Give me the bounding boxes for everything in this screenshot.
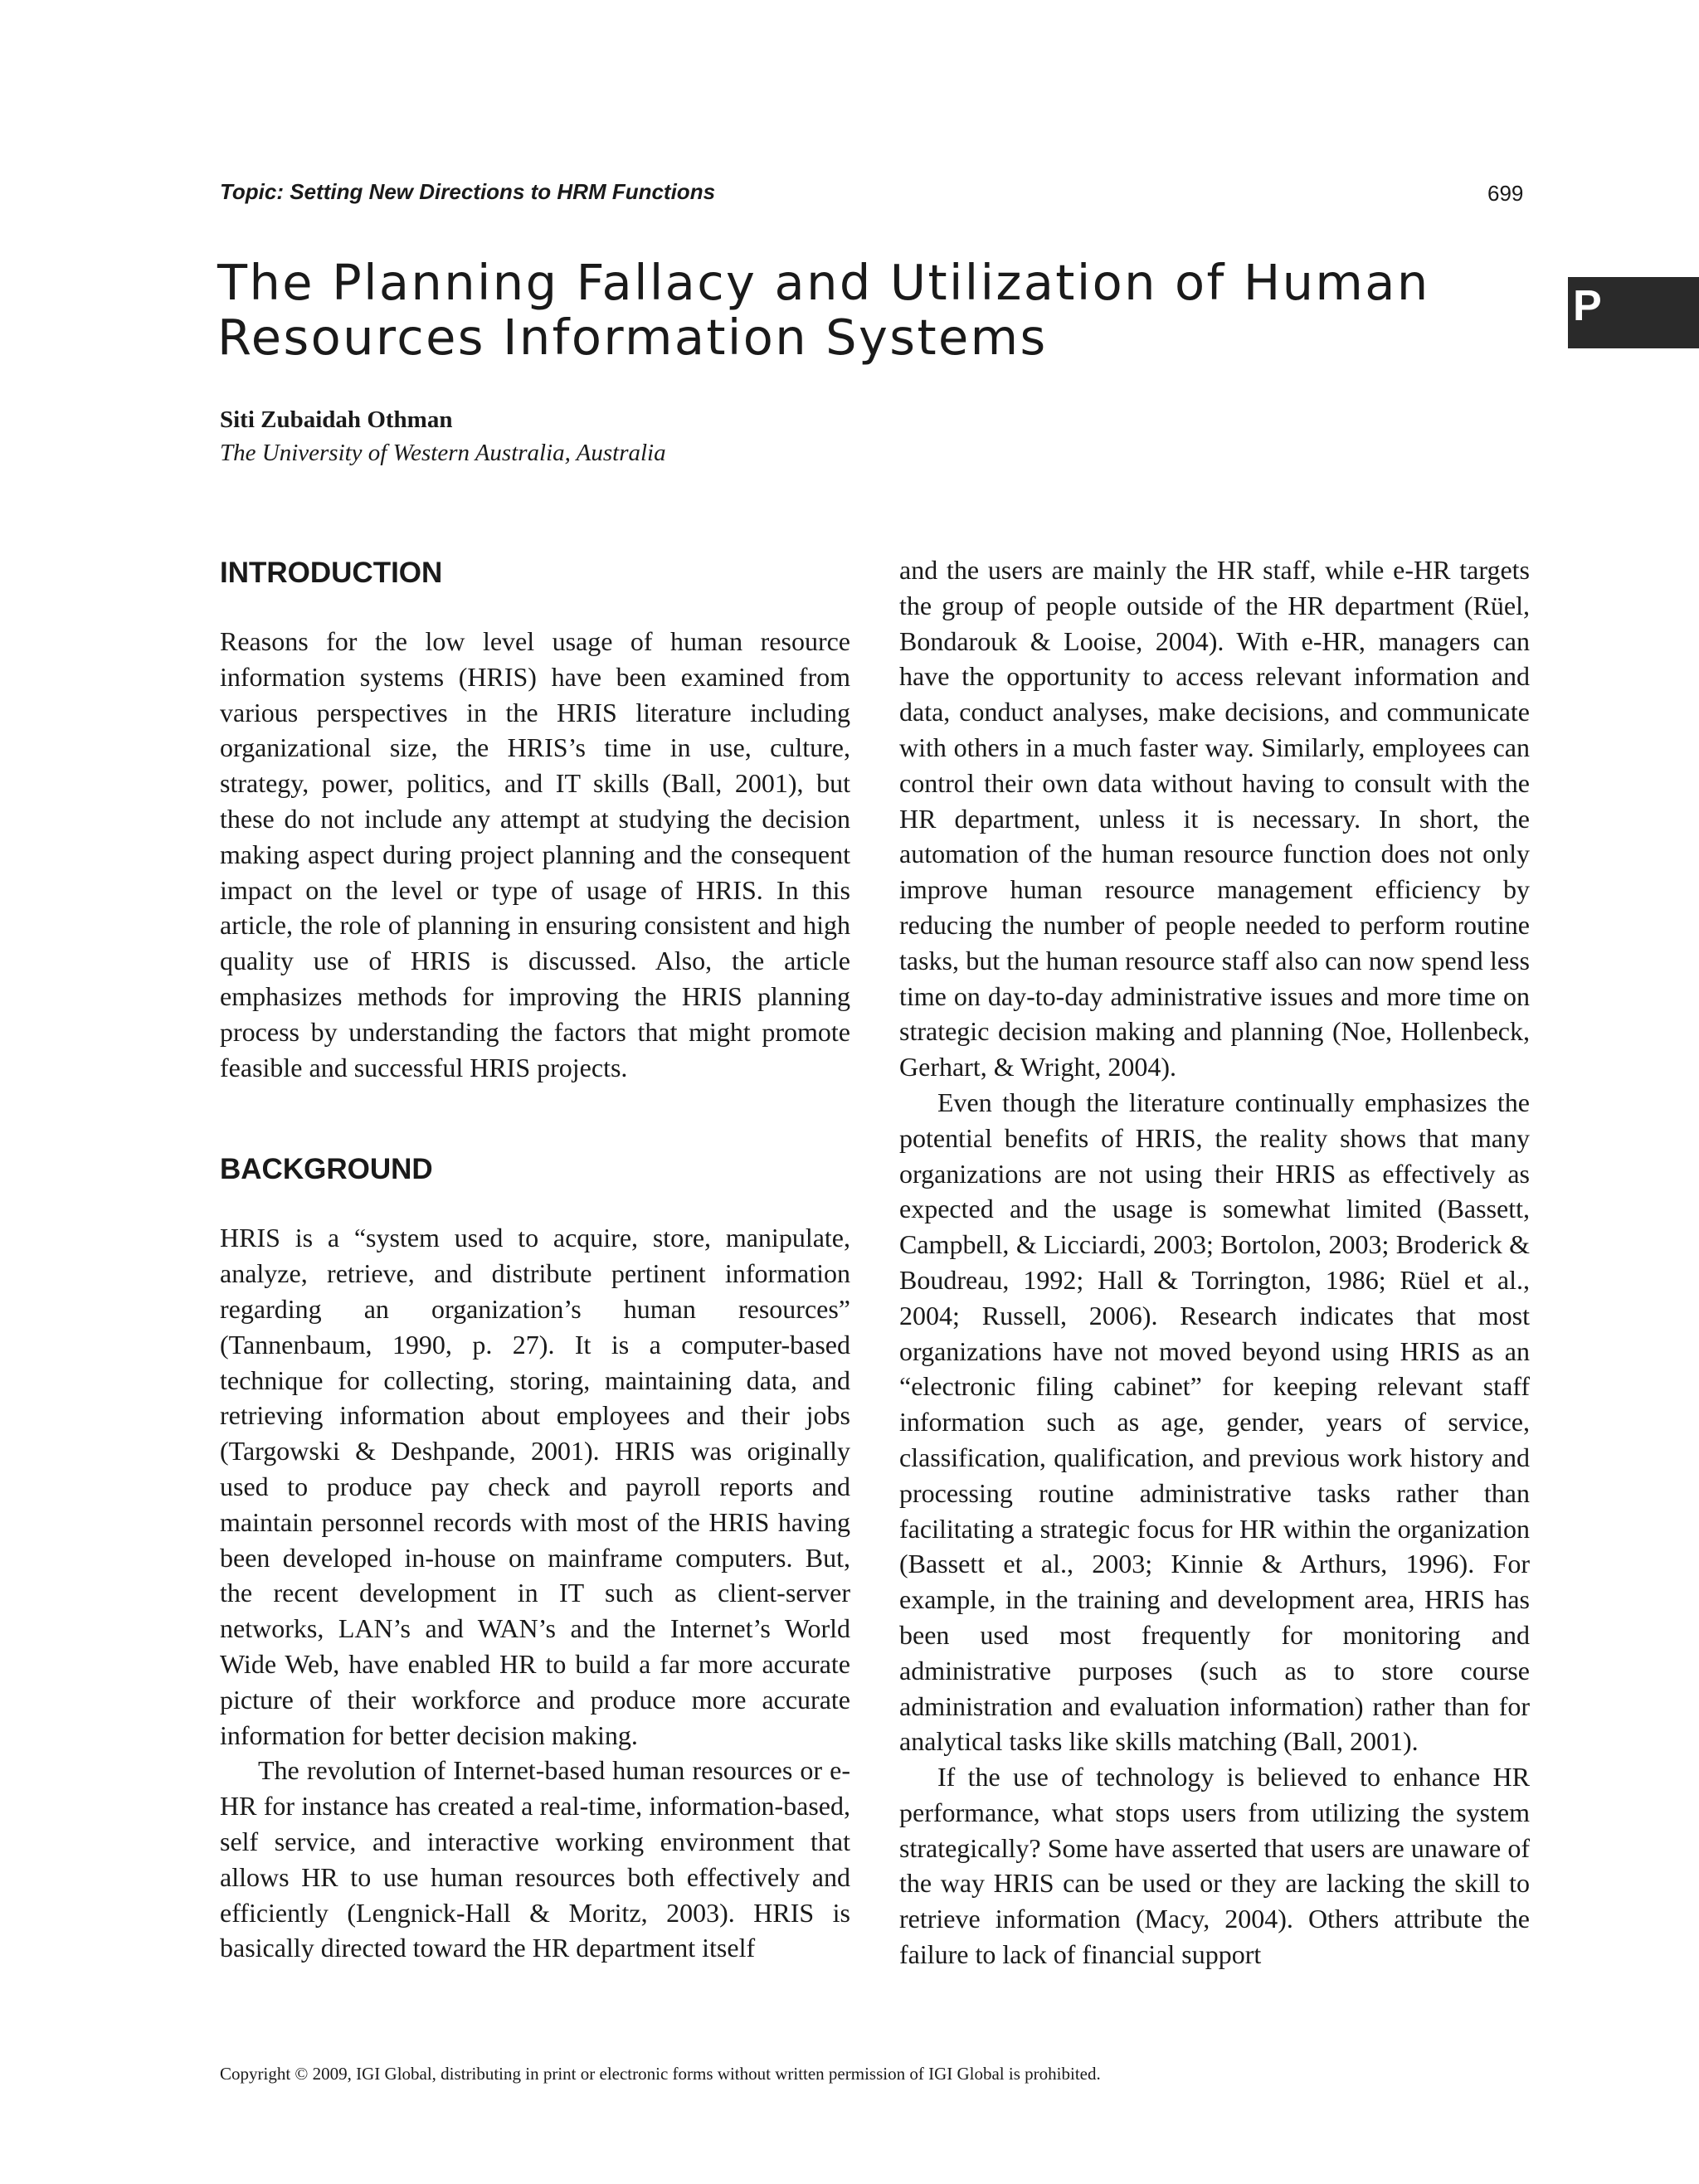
page-number: 699: [1487, 181, 1524, 206]
background-paragraph-1: HRIS is a “system used to acquire, store, manipulate, analyze, retrieve, and distribute pertinent information regarding an organization’s human resources” (Tannenbaum, 1990, p. 27). It is a computer-based technique for collecting, storing, maintaining data, and retrieving information about employees and their jobs (Targowski & Deshpande, 2001). HRIS was originally used to produce pay check and payroll reports and maintain personnel records with most of the HRIS having been developed in-house on mainframe computers. But, the recent development in IT such as client-server networks, LAN’s and WAN’s and the Internet’s World Wide Web, have enabled HR to build a far more accurate picture of their workforce and produce more accurate information for better decision making.: [220, 1223, 850, 1750]
background-heading: BACKGROUND: [220, 1153, 433, 1186]
section-letter: P: [1573, 282, 1602, 330]
left-column: [220, 552, 850, 1966]
section-letter-tab: [1568, 277, 1699, 348]
right-paragraph-2: Even though the literature continually emphasizes the potential benefits of HRIS, the reality shows that many organizations are not using their HRIS as effectively as expected and the usage is somewhat limited (Bassett, Campbell, & Licciardi, 2003; Bortolon, 2003; Broderick & Boudreau, 1992; Hall & Torrington, 1986; Rüel et al., 2004; Russell, 2006). Research indicates that most organizations have not moved beyond using HRIS as an “electronic filing cabinet” for keeping relevant staff information such as age, gender, years of service, classification, qualification, and previous work history and processing routine administrative tasks rather than facilitating a strategic focus for HR within the organization (Bassett et al., 2003; Kinnie & Arthurs, 1996). For example, in the training and development area, HRIS has been used most frequently for monitoring and administrative purposes (such as to store course administration and evaluation information) rather than for analytical tasks like skills matching (Ball, 2001).: [899, 1087, 1530, 1757]
running-header-topic: Topic: Setting New Directions to HRM Functions: [220, 179, 716, 204]
introduction-heading: INTRODUCTION: [220, 557, 443, 589]
introduction-paragraph: Reasons for the low level usage of human resource information systems (HRIS) have been examined from various perspectives in the HRIS literature including organizational size, the HRIS’s time in use, culture, strategy, power, politics, and IT skills (Ball, 2001), but these do not include any attempt at studying the decision making aspect during project planning and the consequent impact on the level or type of usage of HRIS. In this article, the role of planning in ensuring consistent and high quality use of HRIS is discussed. Also, the article emphasizes methods for improving the HRIS planning process by understanding the factors that might promote feasible and successful HRIS projects.: [220, 626, 850, 1082]
article-title: The Planning Fallacy and Utilization of Human Resources Information Systems: [217, 254, 1430, 366]
right-column: [899, 552, 1530, 1972]
background-paragraph-2: The revolution of Internet-based human resources or e-HR for instance has created a real-time, information-based, self service, and interactive working environment that allows HR to use human resources both effectively and efficiently (Lengnick-Hall & Moritz, 2003). HRIS is basically directed toward the HR department itself: [220, 1755, 850, 1963]
author-affiliation: The University of Western Australia, Australia: [220, 440, 666, 466]
author-name: Siti Zubaidah Othman: [220, 406, 453, 433]
right-paragraph-1: and the users are mainly the HR staff, while e-HR targets the group of people outside of the HR department (Rüel, Bondarouk & Looise, 2004). With e-HR, managers can have the opportunity to access relevant information and data, conduct analyses, make decisions, and communicate with others in a much faster way. Similarly, employees can control their own data without having to consult with the HR department, unless it is necessary. In short, the automation of the human resource function does not only improve human resource management efficiency by reducing the number of people needed to perform routine tasks, but the human resource staff also can now spend less time on day-to-day administrative issues and more time on strategic decision making and planning (Noe, Hollenbeck, Gerhart, & Wright, 2004).: [899, 555, 1530, 1082]
copyright-footer: Copyright © 2009, IGI Global, distributing in print or electronic forms without written permission of IGI Global is prohibited.: [220, 2064, 1101, 2084]
right-paragraph-3: If the use of technology is believed to enhance HR performance, what stops users from utilizing the system strategically? Some have asserted that users are unaware of the way HRIS can be used or they are lacking the skill to retrieve information (Macy, 2004). Others attribute the failure to lack of financial support: [899, 1762, 1530, 1970]
